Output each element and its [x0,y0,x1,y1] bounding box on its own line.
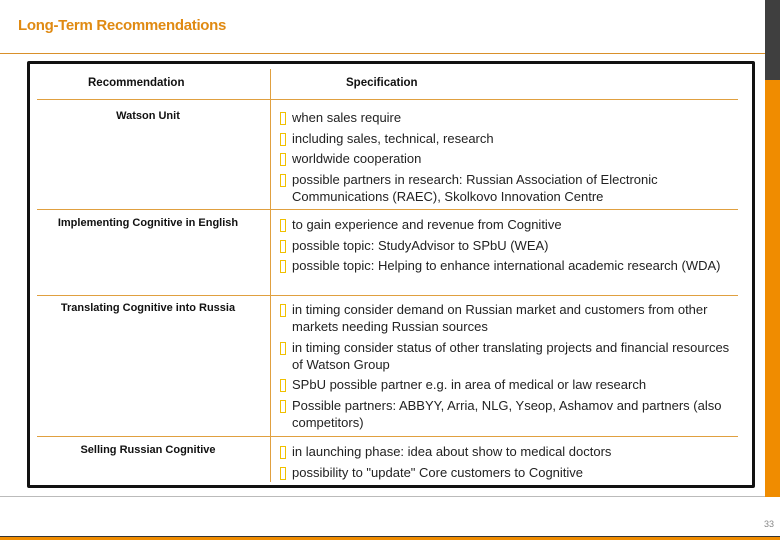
header-specification: Specification [346,77,418,89]
specification-item [280,130,735,147]
bullet-icon [280,174,286,187]
bullet-icon [280,153,286,166]
bullet-icon [280,240,286,253]
recommendation-cell: Selling Russian Cognitive [80,444,216,456]
specification-text: SPbU possible partner e.g. in area of medical or law research [292,377,647,392]
specification-item [280,109,735,126]
bullet-icon [280,446,286,459]
bullet-icon [280,304,286,317]
specification-item [280,216,735,233]
bullet-icon [280,379,286,392]
specification-text: worldwide cooperation [292,151,422,166]
recommendation-cell: Implementing Cognitive in English [57,217,239,229]
specification-text: possible topic: StudyAdvisor to SPbU (WEA) [292,237,549,253]
title-divider [0,53,765,54]
specification-list [280,301,735,434]
page-number: 33 [763,519,774,529]
slide-title: Long-Term Recommendations [18,17,227,34]
footer-bar [0,536,780,540]
specification-item [280,237,735,254]
specification-text: possibility to "update" Core customers to Cognitive [292,464,584,480]
specification-list [280,443,735,484]
specification-text: possible partners in research: Russian Association of Electronic Communications (RAEC), Skolkovo Innovation Centre [292,171,658,204]
specification-item [280,171,735,205]
bullet-icon [280,260,286,273]
bullet-icon [280,112,286,125]
specification-item [280,301,735,335]
specification-text: in launching phase: idea about show to medical doctors [292,444,612,459]
header-recommendation: Recommendation [88,77,185,89]
bullet-icon [280,400,286,413]
specification-item [280,150,735,167]
bullet-icon [280,467,286,480]
specification-item [280,397,735,431]
specification-item [280,257,735,274]
specification-text: when sales require [292,110,402,125]
footer-divider [0,496,765,497]
specification-item [280,443,735,460]
specification-list [280,216,735,278]
recommendation-cell: Translating Cognitive into Russia [60,302,236,314]
row-divider [37,436,738,437]
bullet-icon [280,219,286,232]
bullet-icon [280,133,286,146]
specification-text: in timing consider demand on Russian market and customers from other markets needing Russian sources [292,302,708,334]
sidebar-accent-orange [765,80,780,497]
specification-item [280,376,735,393]
specification-text: to gain experience and revenue from Cognitive [292,217,562,232]
specification-text: in timing consider status of other translating projects and financial resources of Watson Group [292,339,730,372]
recommendation-cell: Watson Unit [116,110,180,122]
sidebar-accent-dark [765,0,780,80]
row-divider [37,295,738,296]
specification-text: Possible partners: ABBYY, Arria, NLG, Yseop, Ashamov and partners (also competitors) [292,397,722,430]
row-divider [37,99,738,100]
row-divider [37,209,738,210]
specification-text: including sales, technical, research [292,130,494,146]
column-divider [270,69,271,482]
bullet-icon [280,342,286,355]
specification-item [280,339,735,373]
specification-list [280,109,735,208]
specification-item [280,464,735,481]
specification-text: possible topic: Helping to enhance international academic research (WDA) [292,258,721,273]
